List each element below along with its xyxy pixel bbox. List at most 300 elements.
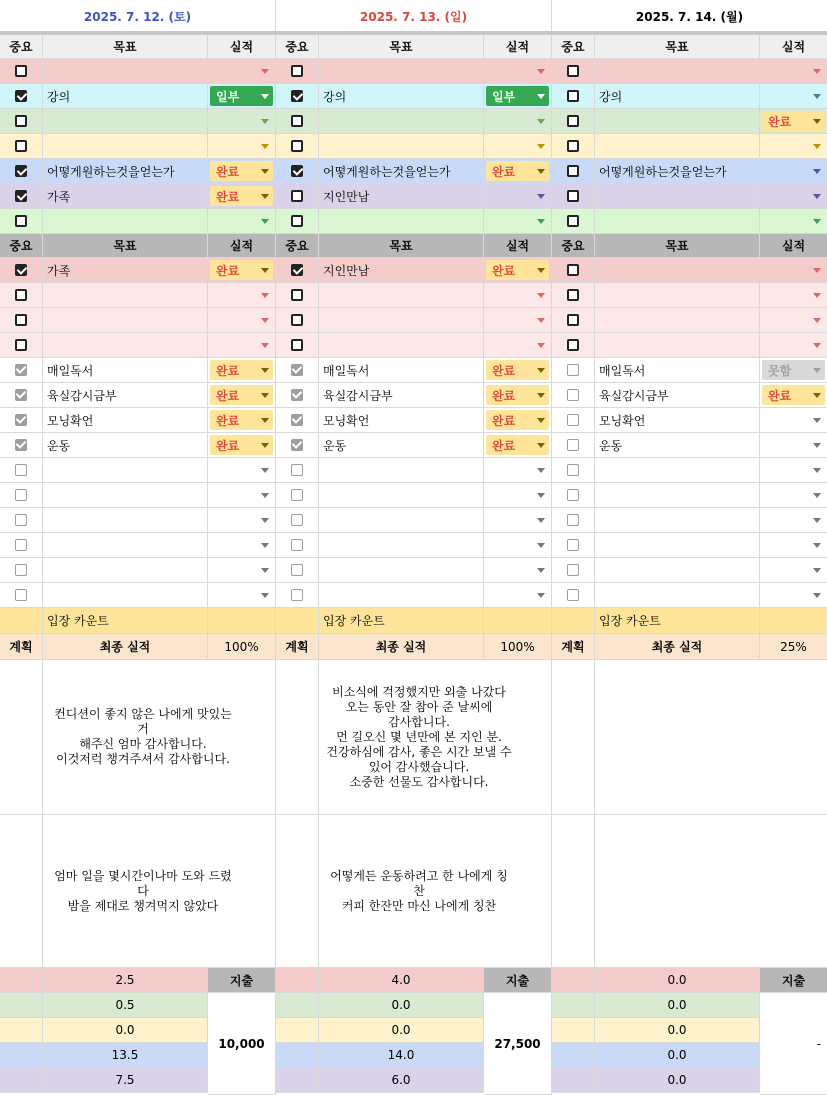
- importance-checkbox[interactable]: [567, 65, 579, 77]
- priority-row-result-dropdown[interactable]: [760, 209, 827, 234]
- importance-cell: [552, 508, 595, 533]
- status-text: 못함: [768, 363, 792, 378]
- routine-row-result-dropdown[interactable]: [484, 383, 552, 408]
- importance-checkbox[interactable]: [15, 140, 27, 152]
- goal-text: 운동: [47, 438, 71, 453]
- routine-row-goal[interactable]: [43, 458, 208, 483]
- chevron-down-icon: [261, 169, 269, 174]
- routine-row-goal[interactable]: [319, 433, 484, 458]
- importance-checkbox[interactable]: [567, 364, 579, 376]
- priority-row-goal[interactable]: [595, 134, 760, 159]
- routine-row-result-dropdown[interactable]: [208, 458, 276, 483]
- importance-checkbox[interactable]: [567, 464, 579, 476]
- importance-cell: [552, 184, 595, 209]
- chevron-down-icon: [813, 219, 821, 224]
- priority-row-goal[interactable]: [319, 184, 484, 209]
- priority-row-result-dropdown[interactable]: [760, 134, 827, 159]
- chevron-down-icon: [261, 119, 269, 124]
- importance-cell: [0, 358, 43, 383]
- importance-checkbox[interactable]: [15, 364, 27, 376]
- routine-row-goal[interactable]: [43, 583, 208, 608]
- importance-checkbox[interactable]: [291, 539, 303, 551]
- routine-row-goal[interactable]: [43, 508, 208, 533]
- routine-row-goal[interactable]: [595, 433, 760, 458]
- priority-row-goal[interactable]: [595, 109, 760, 134]
- importance-checkbox[interactable]: [15, 264, 27, 276]
- importance-checkbox[interactable]: [15, 289, 27, 301]
- importance-checkbox[interactable]: [291, 90, 303, 102]
- importance-checkbox[interactable]: [567, 414, 579, 426]
- routine-row-goal[interactable]: [319, 508, 484, 533]
- importance-cell: [552, 134, 595, 159]
- priority-row-goal[interactable]: [595, 159, 760, 184]
- focus-row-result-dropdown[interactable]: [484, 333, 552, 358]
- priority-row-goal[interactable]: [595, 209, 760, 234]
- importance-checkbox[interactable]: [291, 339, 303, 351]
- importance-checkbox[interactable]: [15, 115, 27, 127]
- memo-gutter: [0, 815, 43, 968]
- chevron-down-icon: [537, 493, 545, 498]
- importance-checkbox[interactable]: [15, 414, 27, 426]
- focus-row-goal[interactable]: [319, 283, 484, 308]
- chevron-down-icon: [261, 293, 269, 298]
- focus-row-goal[interactable]: [43, 333, 208, 358]
- routine-row-goal[interactable]: [319, 358, 484, 383]
- goal-text: 어떻게원하는것을얻는가: [599, 164, 727, 179]
- routine-row-goal[interactable]: [319, 583, 484, 608]
- routine-row-goal[interactable]: [319, 558, 484, 583]
- importance-checkbox[interactable]: [291, 414, 303, 426]
- importance-cell: [276, 184, 319, 209]
- date-label: 2025. 7. 14. (월): [635, 9, 744, 24]
- chevron-down-icon: [261, 268, 269, 273]
- importance-cell: [0, 109, 43, 134]
- importance-checkbox[interactable]: [15, 314, 27, 326]
- date-header: [552, 0, 827, 33]
- importance-cell: [276, 159, 319, 184]
- column-header-importance: 중요: [276, 35, 319, 59]
- importance-cell: [552, 159, 595, 184]
- priority-row-result-dropdown[interactable]: [208, 209, 276, 234]
- chevron-down-icon: [537, 69, 545, 74]
- routine-row-goal[interactable]: [43, 558, 208, 583]
- routine-row-result-dropdown[interactable]: [760, 558, 827, 583]
- priority-row-goal[interactable]: [43, 209, 208, 234]
- importance-checkbox[interactable]: [567, 389, 579, 401]
- routine-row-result-dropdown[interactable]: [760, 483, 827, 508]
- status-text: 완료: [216, 363, 240, 378]
- chevron-down-icon: [813, 418, 821, 423]
- routine-row-result-dropdown[interactable]: [760, 383, 827, 408]
- priority-row-goal[interactable]: [43, 109, 208, 134]
- importance-checkbox[interactable]: [15, 215, 27, 227]
- importance-checkbox[interactable]: [567, 90, 579, 102]
- importance-checkbox[interactable]: [291, 439, 303, 451]
- importance-checkbox[interactable]: [567, 115, 579, 127]
- metric-value: 13.5: [43, 1043, 208, 1068]
- metric-spacer: [276, 1043, 319, 1068]
- priority-row-goal[interactable]: [319, 134, 484, 159]
- focus-row-goal[interactable]: [595, 258, 760, 283]
- importance-cell: [0, 308, 43, 333]
- importance-checkbox[interactable]: [291, 564, 303, 576]
- importance-cell: [552, 433, 595, 458]
- chevron-down-icon: [813, 493, 821, 498]
- routine-row-goal[interactable]: [595, 558, 760, 583]
- expense-label: 지출: [484, 968, 552, 993]
- importance-cell: [276, 109, 319, 134]
- routine-row-goal[interactable]: [595, 408, 760, 433]
- priority-row-result-dropdown[interactable]: [208, 159, 276, 184]
- importance-checkbox[interactable]: [291, 589, 303, 601]
- focus-row-goal[interactable]: [595, 333, 760, 358]
- importance-checkbox[interactable]: [291, 215, 303, 227]
- metric-value: 6.0: [319, 1068, 484, 1093]
- chevron-down-icon: [813, 144, 821, 149]
- importance-checkbox[interactable]: [15, 464, 27, 476]
- routine-row-goal[interactable]: [595, 358, 760, 383]
- importance-cell: [0, 59, 43, 84]
- focus-row-goal[interactable]: [595, 283, 760, 308]
- importance-cell: [276, 483, 319, 508]
- focus-row-result-dropdown[interactable]: [208, 258, 276, 283]
- routine-row-goal[interactable]: [319, 408, 484, 433]
- importance-cell: [276, 308, 319, 333]
- chevron-down-icon: [813, 393, 821, 398]
- routine-row-result-dropdown[interactable]: [760, 408, 827, 433]
- priority-row-result-dropdown[interactable]: [760, 84, 827, 109]
- importance-checkbox[interactable]: [567, 564, 579, 576]
- chevron-down-icon: [813, 169, 821, 174]
- routine-row-result-dropdown[interactable]: [484, 533, 552, 558]
- importance-cell: [552, 383, 595, 408]
- importance-cell: [0, 508, 43, 533]
- plan-label: 계획: [276, 634, 319, 660]
- routine-row-goal[interactable]: [43, 383, 208, 408]
- routine-row-goal[interactable]: [43, 433, 208, 458]
- gratitude-note[interactable]: [43, 660, 276, 815]
- priority-row-result-dropdown[interactable]: [484, 134, 552, 159]
- priority-row-result-dropdown[interactable]: [208, 134, 276, 159]
- routine-row-goal[interactable]: [43, 358, 208, 383]
- focus-row-result-dropdown[interactable]: [208, 308, 276, 333]
- chevron-down-icon: [537, 343, 545, 348]
- importance-checkbox[interactable]: [567, 489, 579, 501]
- importance-checkbox[interactable]: [291, 289, 303, 301]
- routine-row-result-dropdown[interactable]: [484, 508, 552, 533]
- importance-cell: [552, 533, 595, 558]
- focus-row-result-dropdown[interactable]: [760, 333, 827, 358]
- gratitude-note[interactable]: [595, 660, 827, 815]
- routine-row-result-dropdown[interactable]: [208, 583, 276, 608]
- priority-row-goal[interactable]: [319, 84, 484, 109]
- importance-cell: [276, 533, 319, 558]
- importance-checkbox[interactable]: [15, 165, 27, 177]
- routine-row-result-dropdown[interactable]: [484, 583, 552, 608]
- entry-count-value: [760, 608, 827, 634]
- focus-row-result-dropdown[interactable]: [760, 258, 827, 283]
- priority-row-goal[interactable]: [595, 184, 760, 209]
- status-text: 일부: [216, 89, 240, 104]
- praise-note[interactable]: [595, 815, 827, 968]
- routine-row-goal[interactable]: [319, 383, 484, 408]
- routine-row-result-dropdown[interactable]: [760, 508, 827, 533]
- priority-row-result-dropdown[interactable]: [208, 184, 276, 209]
- goal-text: 강의: [47, 89, 71, 104]
- importance-cell: [0, 458, 43, 483]
- chevron-down-icon: [261, 318, 269, 323]
- importance-checkbox[interactable]: [291, 65, 303, 77]
- date-label: 2025. 7. 13. (일): [359, 9, 468, 24]
- column-header-result: 실적: [208, 35, 276, 59]
- importance-checkbox[interactable]: [291, 190, 303, 202]
- chevron-down-icon: [813, 318, 821, 323]
- goal-text: 지인만남: [323, 189, 370, 204]
- status-text: 완료: [492, 413, 516, 428]
- importance-checkbox[interactable]: [567, 314, 579, 326]
- chevron-down-icon: [261, 194, 269, 199]
- goal-text: 운동: [599, 438, 623, 453]
- priority-row-goal[interactable]: [43, 184, 208, 209]
- priority-row-result-dropdown[interactable]: [484, 109, 552, 134]
- priority-row-goal[interactable]: [43, 84, 208, 109]
- metric-spacer: [0, 968, 43, 993]
- importance-cell: [276, 358, 319, 383]
- focus-row-goal[interactable]: [595, 308, 760, 333]
- priority-row-result-dropdown[interactable]: [484, 84, 552, 109]
- focus-row-result-dropdown[interactable]: [760, 308, 827, 333]
- importance-checkbox[interactable]: [291, 140, 303, 152]
- priority-row-result-dropdown[interactable]: [484, 159, 552, 184]
- routine-row-result-dropdown[interactable]: [484, 458, 552, 483]
- routine-row-result-dropdown[interactable]: [208, 358, 276, 383]
- priority-row-result-dropdown[interactable]: [208, 84, 276, 109]
- priority-row-result-dropdown[interactable]: [760, 159, 827, 184]
- priority-row-result-dropdown[interactable]: [760, 59, 827, 84]
- importance-checkbox[interactable]: [567, 140, 579, 152]
- routine-row-goal[interactable]: [595, 458, 760, 483]
- importance-checkbox[interactable]: [15, 439, 27, 451]
- routine-row-result-dropdown[interactable]: [760, 358, 827, 383]
- routine-row-goal[interactable]: [595, 583, 760, 608]
- chevron-down-icon: [813, 468, 821, 473]
- focus-row-result-dropdown[interactable]: [208, 283, 276, 308]
- importance-checkbox[interactable]: [567, 264, 579, 276]
- importance-checkbox[interactable]: [15, 539, 27, 551]
- importance-checkbox[interactable]: [15, 514, 27, 526]
- importance-cell: [552, 258, 595, 283]
- goal-text: 어떻게원하는것을얻는가: [47, 164, 175, 179]
- routine-row-goal[interactable]: [595, 383, 760, 408]
- metric-value: 0.0: [319, 993, 484, 1018]
- chevron-down-icon: [537, 318, 545, 323]
- chevron-down-icon: [813, 119, 821, 124]
- importance-checkbox[interactable]: [291, 464, 303, 476]
- routine-row-goal[interactable]: [595, 533, 760, 558]
- importance-checkbox[interactable]: [567, 439, 579, 451]
- importance-checkbox[interactable]: [567, 339, 579, 351]
- routine-row-goal[interactable]: [43, 408, 208, 433]
- importance-checkbox[interactable]: [567, 514, 579, 526]
- routine-row-goal[interactable]: [595, 508, 760, 533]
- routine-row-result-dropdown[interactable]: [484, 408, 552, 433]
- status-text: 완료: [492, 363, 516, 378]
- goal-text: 가족: [47, 263, 71, 278]
- importance-checkbox[interactable]: [291, 514, 303, 526]
- routine-row-result-dropdown[interactable]: [484, 433, 552, 458]
- goal-text: 육실감시금부: [47, 388, 117, 403]
- goal-text: 육실감시금부: [323, 388, 393, 403]
- routine-row-result-dropdown[interactable]: [208, 508, 276, 533]
- status-text: 완료: [768, 114, 792, 129]
- routine-row-goal[interactable]: [319, 458, 484, 483]
- importance-checkbox[interactable]: [567, 539, 579, 551]
- importance-checkbox[interactable]: [15, 564, 27, 576]
- focus-row-goal[interactable]: [319, 308, 484, 333]
- priority-row-result-dropdown[interactable]: [484, 209, 552, 234]
- column-header-goal: 목표: [595, 35, 760, 59]
- focus-row-goal[interactable]: [43, 283, 208, 308]
- importance-cell: [276, 558, 319, 583]
- priority-row-goal[interactable]: [319, 209, 484, 234]
- chevron-down-icon: [537, 219, 545, 224]
- routine-row-goal[interactable]: [43, 483, 208, 508]
- focus-row-goal[interactable]: [43, 308, 208, 333]
- routine-row-result-dropdown[interactable]: [760, 433, 827, 458]
- importance-cell: [0, 383, 43, 408]
- metric-value: 4.0: [319, 968, 484, 993]
- routine-row-result-dropdown[interactable]: [760, 533, 827, 558]
- focus-row-result-dropdown[interactable]: [208, 333, 276, 358]
- routine-row-result-dropdown[interactable]: [208, 383, 276, 408]
- status-text: 완료: [216, 164, 240, 179]
- focus-row-goal[interactable]: [319, 258, 484, 283]
- goal-text: 매일독서: [47, 363, 94, 378]
- routine-row-result-dropdown[interactable]: [760, 583, 827, 608]
- gratitude-text: 컨디션이 좋지 않은 나에게 맛있는거 해주신 엄마 감사합니다. 이것저럭 챙겨주셔서 감사합니다.: [54, 707, 232, 766]
- importance-checkbox[interactable]: [567, 165, 579, 177]
- priority-row-result-dropdown[interactable]: [760, 184, 827, 209]
- importance-checkbox[interactable]: [291, 264, 303, 276]
- priority-row-result-dropdown[interactable]: [760, 109, 827, 134]
- importance-checkbox[interactable]: [15, 389, 27, 401]
- priority-row-goal[interactable]: [43, 159, 208, 184]
- routine-row-result-dropdown[interactable]: [208, 483, 276, 508]
- chevron-down-icon: [813, 593, 821, 598]
- routine-row-result-dropdown[interactable]: [208, 408, 276, 433]
- priority-row-result-dropdown[interactable]: [484, 184, 552, 209]
- routine-row-result-dropdown[interactable]: [208, 558, 276, 583]
- priority-row-result-dropdown[interactable]: [208, 109, 276, 134]
- metric-spacer: [276, 968, 319, 993]
- importance-cell: [552, 583, 595, 608]
- chevron-down-icon: [813, 543, 821, 548]
- focus-row-result-dropdown[interactable]: [484, 308, 552, 333]
- chevron-down-icon: [537, 293, 545, 298]
- focus-row-result-dropdown[interactable]: [484, 258, 552, 283]
- goal-text: 운동: [323, 438, 347, 453]
- routine-row-goal[interactable]: [319, 533, 484, 558]
- routine-row-result-dropdown[interactable]: [484, 558, 552, 583]
- priority-row-goal[interactable]: [319, 109, 484, 134]
- importance-cell: [552, 308, 595, 333]
- importance-checkbox[interactable]: [291, 364, 303, 376]
- priority-row-goal[interactable]: [43, 134, 208, 159]
- priority-row-goal[interactable]: [43, 59, 208, 84]
- importance-checkbox[interactable]: [567, 215, 579, 227]
- routine-row-result-dropdown[interactable]: [208, 433, 276, 458]
- importance-cell: [0, 408, 43, 433]
- priority-row-goal[interactable]: [319, 159, 484, 184]
- focus-row-goal[interactable]: [43, 258, 208, 283]
- importance-checkbox[interactable]: [291, 165, 303, 177]
- status-text: 완료: [492, 388, 516, 403]
- status-text: 일부: [492, 89, 516, 104]
- importance-checkbox[interactable]: [15, 589, 27, 601]
- date-label: 2025. 7. 12. (토): [83, 9, 192, 24]
- routine-row-goal[interactable]: [319, 483, 484, 508]
- priority-row-goal[interactable]: [595, 59, 760, 84]
- priority-row-result-dropdown[interactable]: [484, 59, 552, 84]
- gratitude-note[interactable]: [319, 660, 552, 815]
- date-header: [0, 0, 276, 33]
- importance-checkbox[interactable]: [15, 489, 27, 501]
- importance-checkbox[interactable]: [15, 90, 27, 102]
- importance-cell: [552, 209, 595, 234]
- focus-row-result-dropdown[interactable]: [484, 283, 552, 308]
- gratitude-text: 비소식에 걱정했지만 외출 나갔다 오는 동안 잘 참아 준 날씨에 감사합니다. 먼 길오신 몇 년만에 본 지인 분. 건강하심에 감사, 좋은 시간 보낼 수 있어 감사했습니다. 소중한 선물도 감사합니다.: [326, 684, 512, 789]
- metric-value: 0.0: [595, 1068, 760, 1093]
- routine-row-result-dropdown[interactable]: [484, 483, 552, 508]
- count-spacer: [276, 608, 319, 634]
- importance-checkbox[interactable]: [567, 289, 579, 301]
- memo-gutter: [276, 815, 319, 968]
- column-header-result: 실적: [484, 35, 552, 59]
- importance-cell: [276, 283, 319, 308]
- importance-checkbox[interactable]: [15, 65, 27, 77]
- goal-text: 육실감시금부: [599, 388, 669, 403]
- final-result-label: 최종 실적: [319, 634, 484, 660]
- importance-cell: [0, 583, 43, 608]
- importance-checkbox[interactable]: [15, 339, 27, 351]
- chevron-down-icon: [537, 169, 545, 174]
- routine-row-result-dropdown[interactable]: [208, 533, 276, 558]
- importance-checkbox[interactable]: [291, 489, 303, 501]
- column-header-goal: 목표: [43, 234, 208, 258]
- focus-row-result-dropdown[interactable]: [760, 283, 827, 308]
- importance-checkbox[interactable]: [291, 314, 303, 326]
- importance-checkbox[interactable]: [291, 115, 303, 127]
- column-header-result: 실적: [760, 35, 827, 59]
- priority-row-result-dropdown[interactable]: [208, 59, 276, 84]
- praise-note[interactable]: [319, 815, 552, 968]
- priority-row-goal[interactable]: [595, 84, 760, 109]
- importance-checkbox[interactable]: [15, 190, 27, 202]
- importance-checkbox[interactable]: [567, 589, 579, 601]
- chevron-down-icon: [261, 418, 269, 423]
- routine-row-goal[interactable]: [595, 483, 760, 508]
- importance-checkbox[interactable]: [567, 190, 579, 202]
- importance-checkbox[interactable]: [291, 389, 303, 401]
- routine-row-goal[interactable]: [43, 533, 208, 558]
- priority-row-goal[interactable]: [319, 59, 484, 84]
- focus-row-goal[interactable]: [319, 333, 484, 358]
- praise-note[interactable]: [43, 815, 276, 968]
- importance-cell: [0, 159, 43, 184]
- routine-row-result-dropdown[interactable]: [484, 358, 552, 383]
- final-result-percent: 100%: [208, 634, 276, 660]
- routine-row-result-dropdown[interactable]: [760, 458, 827, 483]
